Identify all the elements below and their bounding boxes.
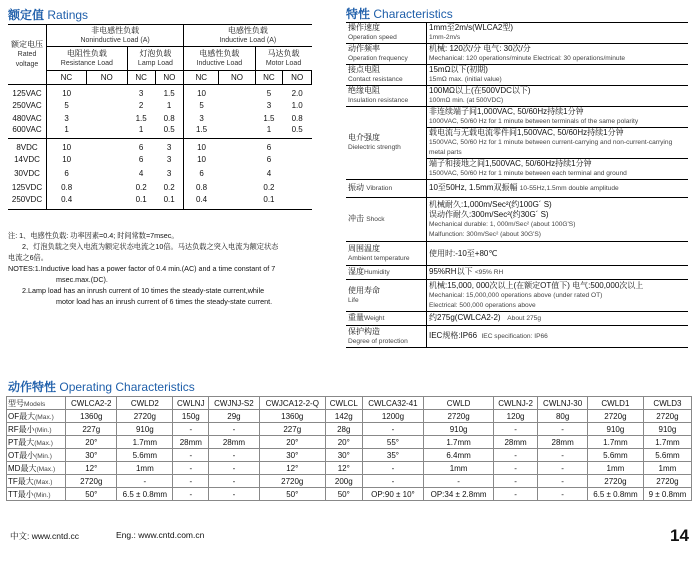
label-en: (Min.) (35, 452, 52, 460)
characteristic-value (427, 86, 689, 107)
value-cell (86, 167, 127, 181)
operating-value: 50° (259, 488, 325, 501)
label-en: Insulation resistance (348, 97, 409, 104)
value-cell: 3 (266, 100, 272, 110)
model-header: CWLNJ-2 (493, 397, 537, 410)
voltage-cell: 480VAC (12, 113, 42, 123)
value-cell: 2.0 (291, 89, 303, 98)
value-cell: 6 (47, 167, 87, 181)
characteristics-title: 特性 Characteristics (346, 7, 453, 21)
operating-value: 5.6mm (587, 449, 643, 462)
voltage-cell: 30VDC (14, 169, 40, 178)
model-header: CWLD2 (117, 397, 173, 410)
operating-value: 28mm (538, 436, 588, 449)
label-en: (Max.) (34, 439, 53, 447)
operating-value: - (538, 423, 588, 436)
value-cell: 0.8 (47, 181, 87, 195)
operating-value: 120g (493, 410, 537, 423)
operating-row (7, 488, 692, 501)
operating-value: 2720g (643, 475, 691, 488)
nc-label: NC (184, 71, 219, 85)
label-cn: OF最大 (8, 411, 36, 421)
ratings-title: 额定值 Ratings (8, 8, 89, 22)
operating-value: 6.4mm (424, 449, 494, 462)
operating-value: 2720g (259, 475, 325, 488)
operating-value: - (538, 462, 588, 475)
characteristic-row (346, 86, 688, 107)
operating-value: - (209, 449, 259, 462)
temperature-label: 周围温度 Ambient temperature (346, 242, 427, 266)
value-cell: 1 (47, 125, 87, 139)
temperature-value: 使用时:-10至+80℃ (427, 242, 689, 266)
operating-value: 1mm (424, 462, 494, 475)
operating-label (7, 488, 66, 501)
operating-value: - (209, 462, 259, 475)
model-header: CWLD (424, 397, 494, 410)
characteristic-row (346, 23, 688, 44)
dc-row (8, 153, 312, 167)
value-cell (219, 125, 255, 139)
operating-value: 2720g (117, 410, 173, 423)
operating-label (7, 449, 66, 462)
life-value: 机械:15,000, 000次以上(在额定OT值下) 电气:500,000次以上 Mechanical: 15,000,000 operations above (under rated OT) Electrical: 500,000 operations above (427, 280, 689, 312)
value-cell: 10 (184, 85, 219, 100)
rated-voltage-header: 额定电压 Rated voltage (8, 25, 47, 85)
weight-label: 重量Weight (346, 312, 427, 326)
operating-value: OP:34 ± 2.8mm (424, 488, 494, 501)
value-cell: 1.5 (184, 125, 219, 139)
operating-value: 50° (66, 488, 117, 501)
characteristic-label (346, 86, 427, 107)
value-cell (219, 139, 255, 154)
operating-value: 2720g (643, 410, 691, 423)
value-cell: 10 (47, 85, 87, 100)
operating-table (6, 396, 692, 501)
value-cell: 0.5 (283, 125, 312, 139)
operating-value: 1360g (259, 410, 325, 423)
value-cell: 5 (266, 89, 272, 98)
value-main: 100MΩ以上(在500VDC以下) (429, 86, 531, 95)
value-cell (219, 112, 255, 125)
label-en: Operation frequency (348, 55, 408, 62)
operating-value: 6.5 ± 0.8mm (117, 488, 173, 501)
label-en: Contact resistance (348, 76, 403, 83)
value-cell: 0.2 (163, 183, 175, 192)
model-header: CWLCA32-41 (362, 397, 424, 410)
operating-row (7, 423, 692, 436)
dc-row (8, 181, 312, 195)
weight-value: 约275g(CWLCA2-2) About 275g (427, 312, 689, 326)
label-en: (Min.) (34, 426, 52, 434)
operating-value: 55° (362, 436, 424, 449)
operating-value: 28mm (173, 436, 209, 449)
life-label: 使用寿命 Life (346, 280, 427, 312)
value-cell (86, 125, 127, 139)
value-cell: 3 (47, 112, 87, 125)
value-cell: 0.2 (135, 183, 147, 192)
operating-value: 2720g (424, 410, 494, 423)
value-sub: 100mΩ min. (at 500VDC) (429, 97, 504, 104)
value-cell: 3 (166, 155, 172, 164)
voltage-cell: 8VDC (16, 143, 38, 152)
operating-value: 80g (538, 410, 588, 423)
operating-value: 1mm (117, 462, 173, 475)
operating-value: - (173, 462, 209, 475)
footer-en-url: Eng.: www.cntd.com.cn (116, 530, 205, 540)
value-cell: 0.4 (47, 195, 87, 209)
characteristic-label (346, 65, 427, 86)
characteristics-table (346, 22, 688, 348)
operating-value: 20° (66, 436, 117, 449)
noninductive-header: 非电感性负载 Noninductive Load (A) (47, 25, 184, 47)
operating-value: 910g (117, 423, 173, 436)
no-label: NO (283, 71, 312, 85)
inductive-header: 电感性负载 Inductive Load (A) (184, 25, 312, 47)
label-cn: 操作速度 (348, 23, 380, 32)
operating-value: 2720g (66, 475, 117, 488)
value-cell: 0.8 (163, 113, 175, 123)
operating-value: 12° (66, 462, 117, 475)
value-cell: 5 (184, 99, 219, 112)
characteristic-value (427, 44, 689, 65)
ac-row (8, 112, 312, 125)
operating-value: 142g (325, 410, 362, 423)
operating-value: 1360g (66, 410, 117, 423)
value-cell: 10 (184, 139, 219, 154)
dielectric-value-1: 非连续端子间1,000VAC, 50/60Hz持续1分钟 1000VAC, 50/60 Hz for 1 minute between terminals of the same polarity (427, 107, 689, 128)
value-cell: 0.1 (127, 195, 155, 209)
operating-label (7, 436, 66, 449)
value-main: 机械: 120次/分 电气: 30次/分 (429, 44, 531, 53)
shock-value: 机械耐久:1,000m/Sec²(约100G´ S) 误动作耐久:300m/Sec²(约30G´ S) Mechanical durable: 1, 000m/Sec² (about 100G'S) Malfunction: 300m/Sec² (about 30G'S) (427, 198, 689, 242)
value-cell: 1.5 (263, 113, 275, 123)
operating-label (7, 475, 66, 488)
dielectric-value-3: 端子和接地之间1,500VAC, 50/60Hz持续1分钟 1500VAC, 50/60 Hz for 1 minute between each terminal and ground (427, 159, 689, 180)
model-header: CWLNJ-30 (538, 397, 588, 410)
operating-value: - (493, 488, 537, 501)
voltage-cell: 125VAC (12, 89, 42, 98)
operating-value: 50° (325, 488, 362, 501)
label-en: (Max.) (33, 478, 53, 486)
label-en: Operation speed (348, 34, 397, 41)
value-cell (283, 139, 312, 154)
shock-label: 冲击 Shock (346, 198, 427, 242)
note-line: 电流之6倍。 (8, 253, 48, 262)
model-header: CWLD1 (587, 397, 643, 410)
dc-row (8, 195, 312, 209)
operating-label (7, 410, 66, 423)
label-cn: OT最小 (8, 450, 36, 460)
inductive-load-header: 电感性负载 Inductive Load (184, 47, 255, 71)
value-cell: 0.1 (155, 195, 184, 209)
value-cell (283, 181, 312, 195)
voltage-cell: 600VAC (8, 125, 47, 139)
value-cell: 0.2 (263, 183, 275, 192)
operating-row (7, 449, 692, 462)
label-cn: 绝缘电阻 (348, 86, 380, 95)
value-cell: 6 (266, 143, 272, 152)
label-en: (Max.) (36, 465, 56, 473)
operating-row (7, 436, 692, 449)
value-cell: 5 (47, 99, 87, 112)
value-cell: 1 (127, 125, 155, 139)
operating-value: - (493, 475, 537, 488)
operating-value: - (493, 449, 537, 462)
value-cell: 6 (138, 143, 144, 152)
value-sub: Mechanical: 120 operations/minute Electrical: 30 operations/minute (429, 55, 626, 62)
operating-value: - (538, 488, 588, 501)
dc-row (8, 139, 312, 154)
value-cell (219, 85, 255, 100)
value-sub: 15mΩ max. (initial value) (429, 76, 502, 83)
value-cell: 0.8 (291, 113, 303, 123)
value-cell (86, 112, 127, 125)
value-main: 1mm至2m/s(WLCA2型) (429, 23, 514, 32)
ratings-notes (8, 230, 314, 307)
voltage-cell: 14VDC (14, 155, 40, 164)
motor-load-header: 马达负载 Motor Load (255, 47, 311, 71)
value-cell: 6 (266, 155, 272, 164)
operating-value: 20° (259, 436, 325, 449)
value-sub: 1mm-2m/s (429, 34, 461, 41)
operating-value: - (173, 423, 209, 436)
operating-value: 910g (587, 423, 643, 436)
characteristic-row (346, 65, 688, 86)
protection-label: 保护构造 Degree of protection (346, 326, 427, 348)
value-cell: 0.5 (155, 125, 184, 139)
operating-value: 28mm (493, 436, 537, 449)
no-label: NO (219, 71, 255, 85)
value-cell: 0.1 (255, 195, 283, 209)
models-header: 型号Models (7, 397, 66, 410)
dielectric-label: 电介强度 Dielectric strength (346, 107, 427, 180)
operating-value: - (209, 475, 259, 488)
operating-value: 910g (643, 423, 691, 436)
value-cell: 0.4 (184, 195, 219, 209)
operating-value: - (538, 475, 588, 488)
value-cell (86, 195, 127, 209)
value-cell: 1.0 (291, 100, 303, 110)
value-cell (283, 195, 312, 209)
value-cell (219, 181, 255, 195)
operating-value: 28mm (209, 436, 259, 449)
operating-value: 20° (325, 436, 362, 449)
operating-value: 200g (325, 475, 362, 488)
operating-value: 5.6mm (117, 449, 173, 462)
value-cell: 1.5 (135, 113, 147, 123)
value-cell: 3 (166, 169, 172, 178)
value-cell (86, 153, 127, 167)
label-cn: TT最小 (8, 489, 34, 499)
operating-value: 30° (66, 449, 117, 462)
operating-value: 1.7mm (117, 436, 173, 449)
operating-value: - (173, 488, 209, 501)
operating-value: 12° (325, 462, 362, 475)
characteristic-label (346, 44, 427, 65)
operating-value: 227g (66, 423, 117, 436)
ratings-table (8, 24, 312, 210)
operating-value: 910g (424, 423, 494, 436)
value-cell: 3 (184, 112, 219, 125)
value-cell (219, 153, 255, 167)
nc-label: NC (127, 71, 155, 85)
vibration-value: 10至50Hz, 1.5mm双振幅 10-55Hz,1.5mm double amplitude (427, 180, 689, 198)
operating-value: 2720g (587, 410, 643, 423)
operating-value: - (117, 475, 173, 488)
value-cell: 10 (47, 153, 87, 167)
operating-value: 30° (259, 449, 325, 462)
operating-value: - (362, 475, 424, 488)
no-label: NO (155, 71, 184, 85)
operating-value: - (209, 488, 259, 501)
footer-cn-url: 中文: www.cntd.cc (10, 531, 79, 541)
value-cell: 6 (138, 155, 144, 164)
operating-value: 1.7mm (643, 436, 691, 449)
operating-value: 6.5 ± 0.8mm (587, 488, 643, 501)
value-cell (86, 181, 127, 195)
value-cell (86, 85, 127, 100)
operating-value: - (493, 423, 537, 436)
operating-value: - (424, 475, 494, 488)
humidity-value: 95%RH以下 <95% RH (427, 266, 689, 280)
model-header: CWLCA2-2 (66, 397, 117, 410)
operating-value: - (362, 423, 424, 436)
model-header: CWLD3 (643, 397, 691, 410)
note-line: 2.Lamp load has an inrush current of 10 times the steady-state current,while (22, 286, 265, 295)
ac-row (8, 99, 312, 112)
operating-value: - (538, 449, 588, 462)
operating-value: 30° (325, 449, 362, 462)
value-cell: 1.5 (163, 89, 175, 98)
operating-row (7, 410, 692, 423)
operating-value: 1mm (643, 462, 691, 475)
label-cn: 动作频率 (348, 44, 380, 53)
operating-value: 12° (259, 462, 325, 475)
value-cell: 1 (166, 100, 172, 110)
value-cell: 1 (255, 125, 283, 139)
operating-value: - (362, 462, 424, 475)
value-cell: 6 (184, 167, 219, 181)
model-header: CWJNJ-S2 (209, 397, 259, 410)
ac-row (8, 125, 312, 139)
label-cn: RF最小 (8, 424, 35, 434)
label-cn: PT最大 (8, 437, 35, 447)
characteristic-label (346, 23, 427, 44)
operating-label (7, 423, 66, 436)
operating-value: - (209, 423, 259, 436)
note-line: 注: 1、电感性负载: 功率因素=0.4; 时间常数=7msec。 (8, 231, 179, 240)
operating-row (7, 475, 692, 488)
label-cn: TF最大 (8, 476, 34, 486)
label-cn: MD最大 (8, 463, 37, 473)
value-cell: 3 (166, 143, 172, 152)
label-cn: 接点电阻 (348, 65, 380, 74)
model-header: CWLNJ (173, 397, 209, 410)
operating-label (7, 462, 66, 475)
humidity-label: 湿度Humidity (346, 266, 427, 280)
value-cell: 10 (184, 153, 219, 167)
characteristic-value (427, 65, 689, 86)
voltage-cell: 250VAC (12, 100, 42, 110)
note-line: motor load has an inrush current of 6 times the steady-state current. (56, 297, 273, 306)
characteristic-row (346, 44, 688, 65)
model-header: CWLCL (325, 397, 362, 410)
value-cell (219, 195, 255, 209)
ac-row (8, 85, 312, 100)
operating-value: 2720g (587, 475, 643, 488)
voltage-cell: 125VDC (11, 183, 43, 192)
dc-row (8, 167, 312, 181)
operating-value: 1.7mm (587, 436, 643, 449)
operating-title: 动作特性 Operating Characteristics (8, 380, 195, 394)
value-cell (86, 139, 127, 154)
value-cell (283, 167, 312, 181)
operating-row (7, 462, 692, 475)
value-cell: 3 (138, 89, 144, 98)
dielectric-value-2: 载电流与无载电流零件间1,500VAC, 50/60Hz持续1分钟 1500VAC, 50/60 Hz for 1 minute between current-carrying and non-current-carrying metal parts (427, 128, 689, 159)
value-cell: 4 (138, 169, 144, 178)
value-cell: 4 (266, 169, 272, 178)
operating-value: 5.6mm (643, 449, 691, 462)
label-en: (Max.) (35, 413, 54, 421)
characteristic-value (427, 23, 689, 44)
nc-label: NC (47, 71, 87, 85)
operating-value: 1.7mm (424, 436, 494, 449)
value-cell (219, 167, 255, 181)
value-cell (283, 153, 312, 167)
protection-value: IEC规格:IP66 IEC specification: IP66 (427, 326, 689, 348)
lamp-load-header: 灯泡负载 Lamp Load (127, 47, 184, 71)
value-cell (219, 99, 255, 112)
note-line: 2、灯泡负载之突入电流为额定状态电流之10倍。马达负载之突入电流为额定状态 (22, 242, 279, 251)
page-number: 14 (670, 526, 689, 545)
no-label: NO (86, 71, 127, 85)
operating-value: 1200g (362, 410, 424, 423)
note-line: NOTES:1.Inductive load has a power factor of 0.4 min.(AC) and a time constant of 7 (8, 264, 276, 273)
operating-value: 29g (209, 410, 259, 423)
value-cell (86, 99, 127, 112)
operating-value: OP:90 ± 10° (362, 488, 424, 501)
nc-label: NC (255, 71, 283, 85)
operating-value: 150g (173, 410, 209, 423)
value-cell: 2 (138, 100, 144, 110)
voltage-cell: 250VDC (8, 195, 47, 209)
resistance-load-header: 电阻性负载 Resistance Load (47, 47, 128, 71)
operating-value: - (173, 449, 209, 462)
model-header: CWJCA12-2-Q (259, 397, 325, 410)
value-main: 15mΩ以下(初期) (429, 65, 488, 74)
operating-value: 35° (362, 449, 424, 462)
note-line: msec.max.(DC). (56, 275, 108, 284)
operating-value: - (493, 462, 537, 475)
value-cell: 10 (47, 139, 87, 154)
operating-value: - (173, 475, 209, 488)
vibration-label: 振动 Vibration (346, 180, 427, 198)
label-en: (Min.) (33, 491, 51, 499)
operating-value: 9 ± 0.8mm (643, 488, 691, 501)
operating-value: 227g (259, 423, 325, 436)
operating-value: 28g (325, 423, 362, 436)
operating-value: 1mm (587, 462, 643, 475)
value-cell: 0.8 (184, 181, 219, 195)
